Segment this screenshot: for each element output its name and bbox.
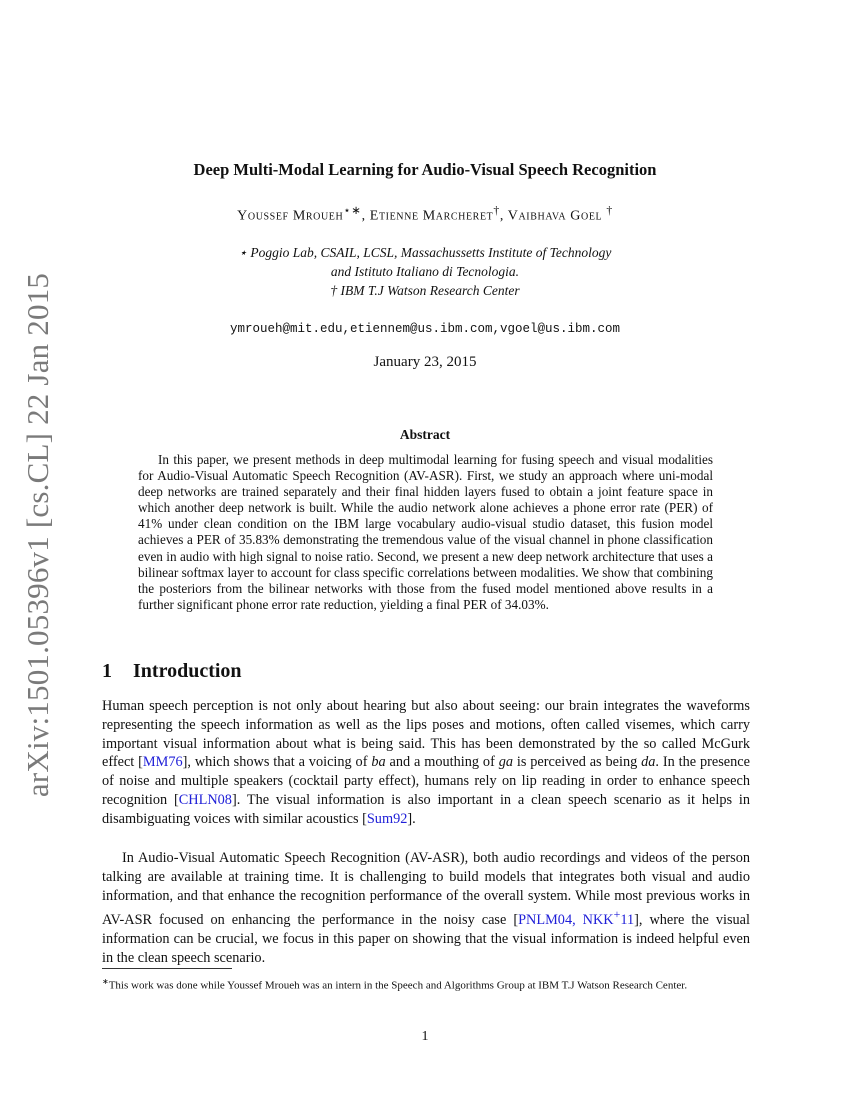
footnote	[102, 974, 750, 994]
text-run: ].	[407, 810, 416, 827]
emphasis: ga	[498, 754, 513, 771]
author-separator: ,	[361, 208, 370, 224]
text-run: ], which shows that a voicing of	[182, 754, 372, 771]
footnote-text: This work was done while Youssef Mroueh was an intern in the Speech and Algorithms Group at IBM T.J Watson Research Center.	[108, 979, 688, 992]
author-mark: †	[606, 204, 613, 217]
section-heading	[102, 660, 242, 683]
citation-link[interactable]: Sum92	[366, 810, 408, 827]
footnote-mark: ∗	[102, 977, 109, 986]
intro-paragraph-1	[102, 697, 750, 829]
text-run: In Audio-Visual Automatic Speech Recognition (AV-ASR), both audio recordings and videos of the person talking are available at training time. It is challenging to build models that integrates both visual and audio information, and that enhance the recognition performance of the overall system. While most previous works in AV-ASR focused on enhancing the performance in the noisy case [	[102, 850, 750, 929]
abstract-paragraph: In this paper, we present methods in deep multimodal learning for fusing speech and visual modalities for Audio-Visual Automatic Speech Recognition (AV-ASR). First, we study an approach where uni-modal deep networks are trained separately and their final hidden layers fused to obtain a joint feature space in which another deep network is built. While the audio network alone achieves a phone error rate (PER) of 41% under clean condition on the IBM large vocabulary audio-visual studio dataset, this fusion model achieves a PER of 35.83% demonstrating the tremendous value of the visual channel in phone classification even in audio with high signal to noise ratio. Second, we present a new deep network architecture that uses a bilinear softmax layer to account for class specific correlations between modalities. We show that combining the posteriors from the bilinear networks with those from the fused model mentioned above results in a further significant phone error rate reduction, yielding a final PER of 34.03%.	[138, 452, 713, 612]
citation-link[interactable]	[518, 907, 635, 929]
abstract-heading: Abstract	[399, 427, 451, 442]
text-run: is perceived as being	[513, 754, 642, 771]
emphasis: ba	[371, 754, 386, 771]
author-separator: ,	[499, 208, 508, 224]
author-mroueh: Youssef Mroueh	[237, 208, 344, 224]
citation-link[interactable]: CHLN08	[178, 791, 232, 808]
text-run: . In the presence of noise and multiple speakers (cocktail party effect), humans rely on lip reading in order to enhance speech recognition [	[102, 754, 750, 808]
section-number: 1	[102, 660, 112, 682]
text-run: Human speech perception is not only about hearing but also about seeing: our brain integrates the waveforms representing the speech information as well as the lips poses and motions, often called visemes, which carry important visual information about what is being said. This has been demonstrated by the so called McGurk effect [	[102, 698, 750, 771]
emphasis: da	[641, 754, 656, 771]
text-run: ], where the visual information can be crucial, we focus in this paper on showing that the visual information is indeed helpful even in the clean speech scenario.	[102, 912, 750, 966]
affiliation-line-1: ⋆ Poggio Lab, CSAIL, LCSL, Massachussetts Institute of Technology	[238, 245, 612, 260]
text-run: ]. The visual information is also important in a clean speech scenario as it helps in disambiguating voices with similar acoustics [	[102, 791, 750, 827]
footnote-ref: ∗	[351, 204, 362, 217]
arxiv-stamp-text: arXiv:1501.05396v1 [cs.CL] 22 Jan 2015	[20, 272, 55, 798]
abstract-body	[138, 452, 713, 613]
author-emails: ymroueh@mit.edu,etiennem@us.ibm.com,vgoel@us.ibm.com	[229, 322, 621, 336]
page-number: 1	[421, 1029, 429, 1044]
affiliation-line-2: and Istituto Italiano di Tecnologia.	[330, 264, 520, 279]
author-mark: †	[493, 204, 500, 217]
citation-sup: +	[613, 907, 621, 922]
author-mark: ⋆	[343, 204, 352, 217]
affiliation-line-3: † IBM T.J Watson Research Center	[330, 283, 520, 298]
citation-link[interactable]: MM76	[142, 754, 183, 771]
citation-text: PNLM04, NKK	[518, 912, 614, 929]
author-list	[0, 203, 850, 225]
author-marcheret: Etienne Marcheret	[369, 208, 494, 224]
paper-title: Deep Multi-Modal Learning for Audio-Visual Speech Recognition	[193, 160, 657, 179]
author-goel: Vaibhava Goel	[507, 208, 603, 224]
paper-date: January 23, 2015	[373, 354, 477, 370]
section-title: Introduction	[133, 660, 242, 682]
intro-paragraph-2	[102, 849, 750, 968]
citation-text: 11	[620, 912, 635, 929]
footnote-rule	[102, 968, 232, 969]
text-run: and a mouthing of	[385, 754, 499, 771]
